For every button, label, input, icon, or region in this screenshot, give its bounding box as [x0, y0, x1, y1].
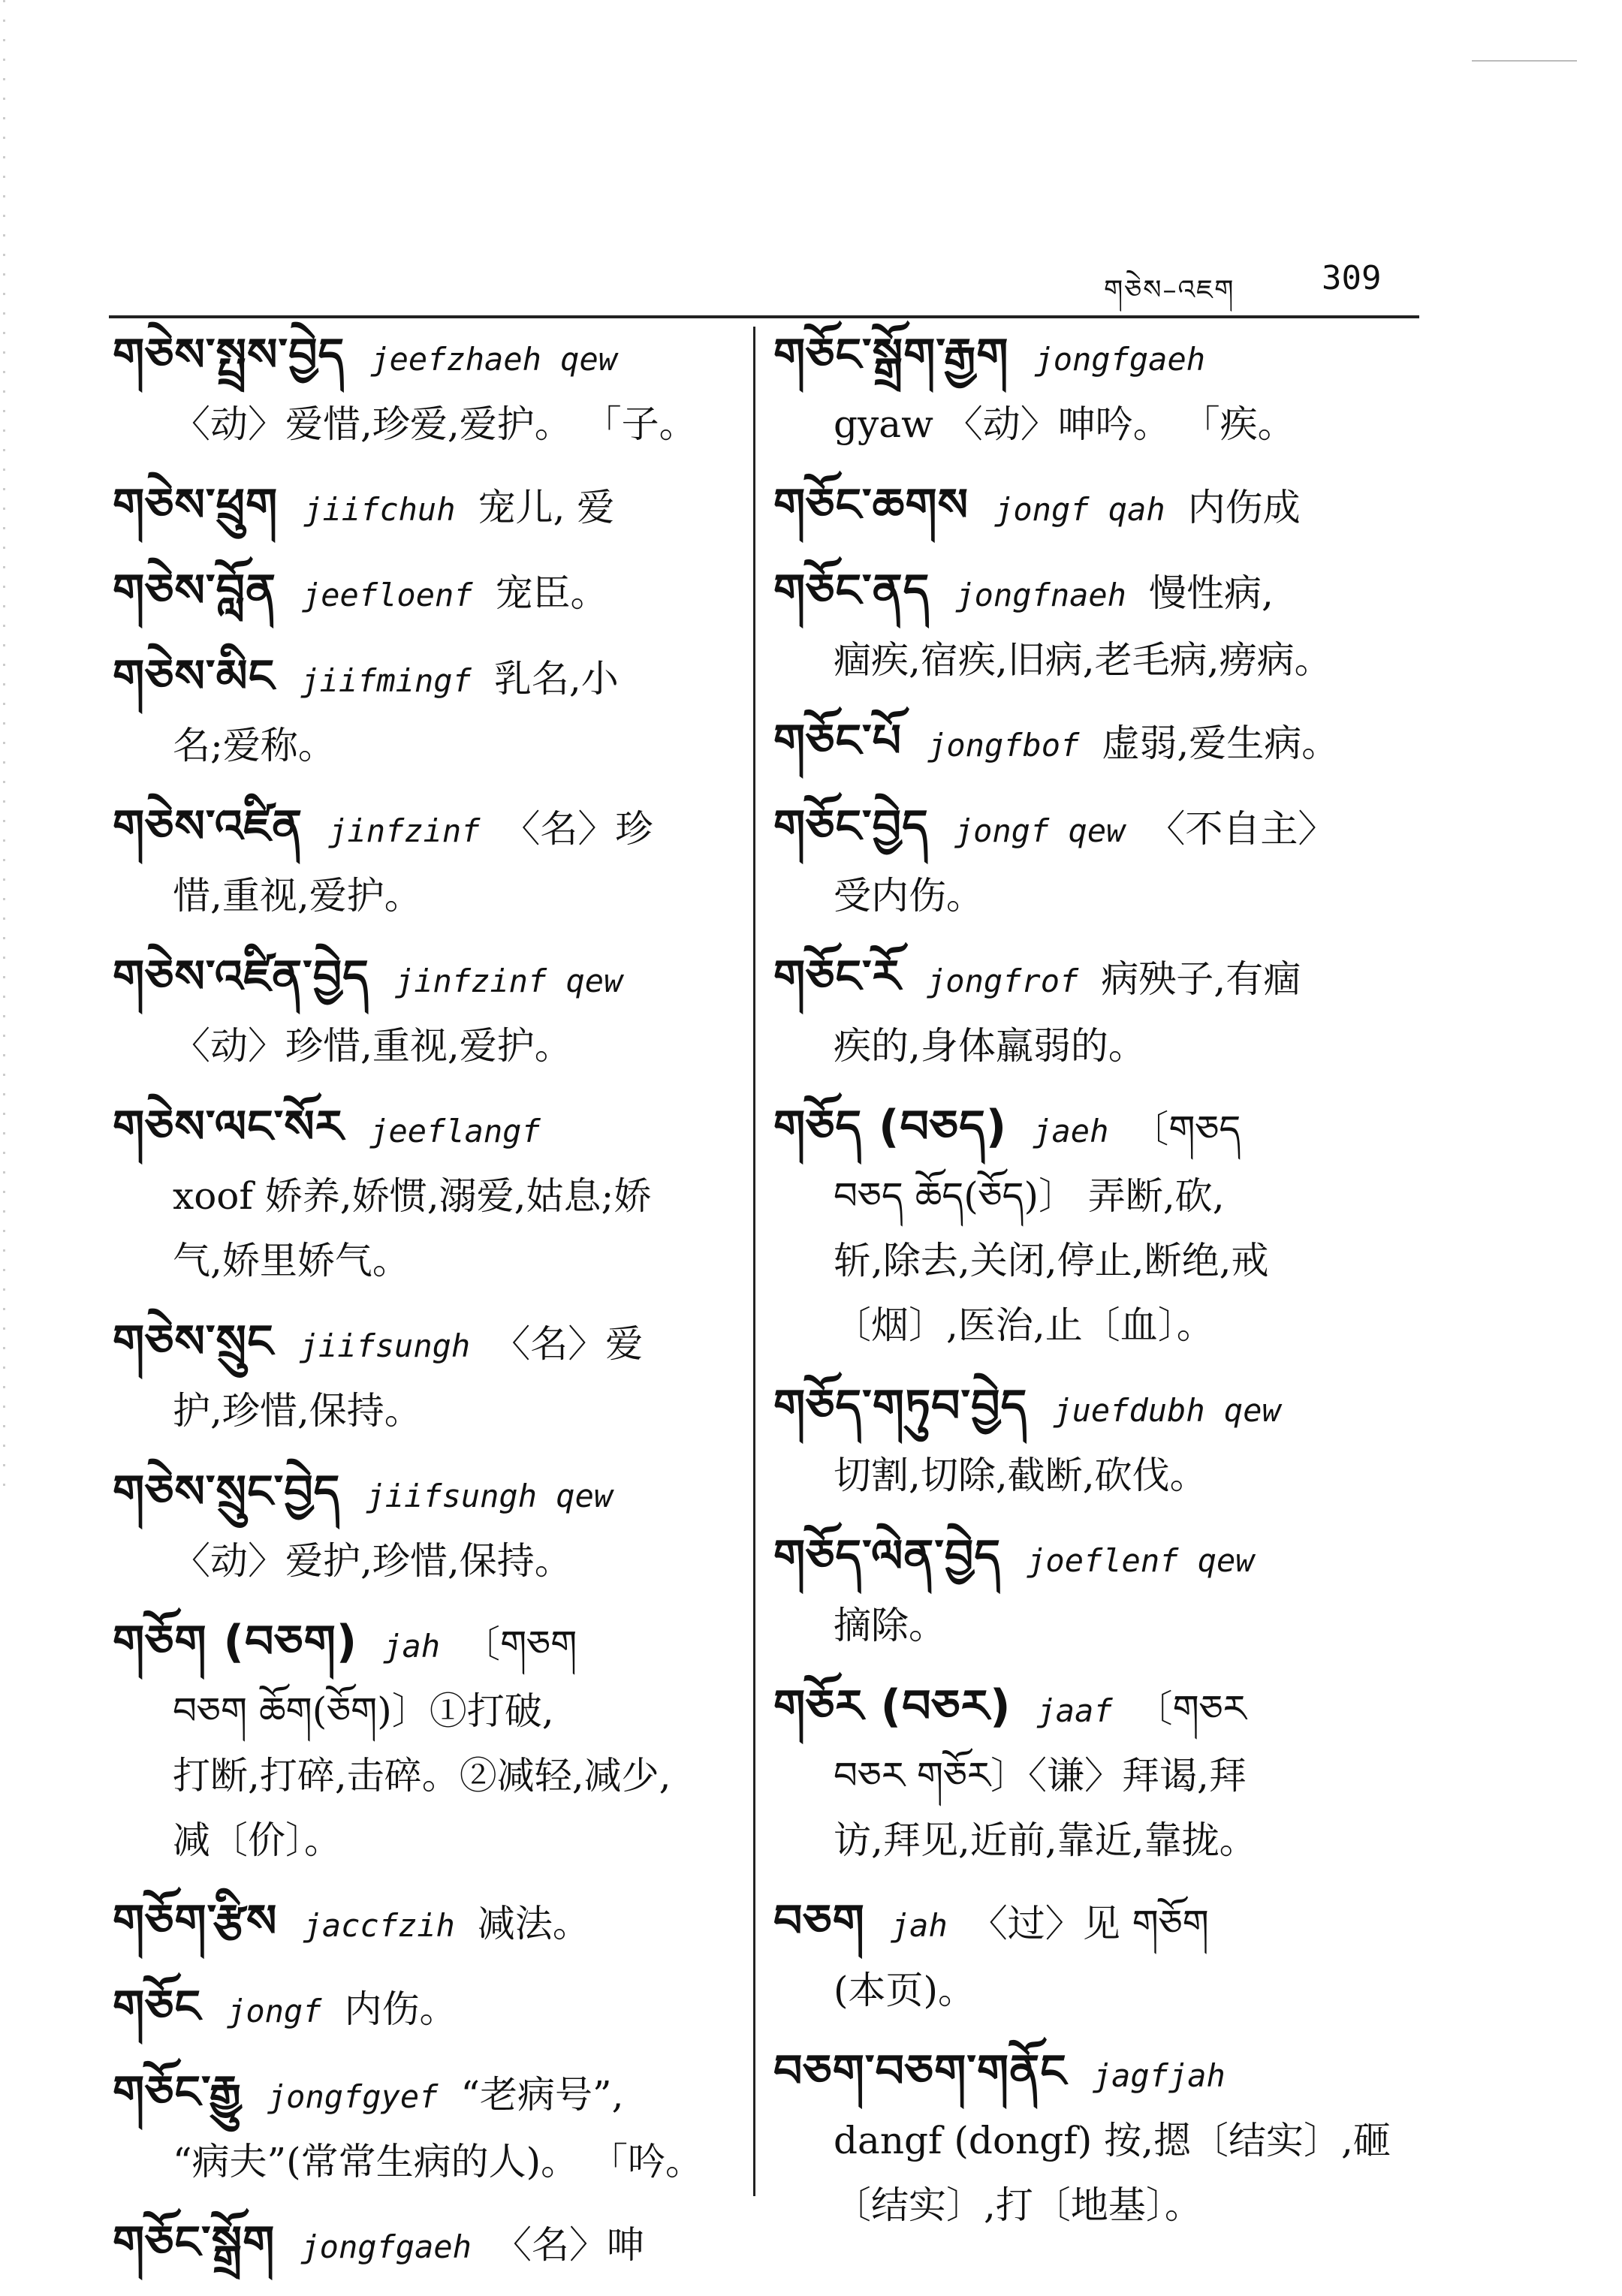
definition-continuation: 〈动〉珍惜,重视,爱护。	[173, 1024, 572, 1068]
headword: གཅོང་སྒྲོག	[113, 2216, 276, 2269]
definition-continuation: བཅག ཆོག(ཅོག)〕①打破,	[173, 1689, 554, 1733]
dictionary-entry	[113, 1610, 732, 1873]
header-rule	[109, 315, 1419, 318]
definition: 〈不自主〉	[1147, 807, 1336, 851]
definition-continuation: 减〔价〕。	[173, 1818, 342, 1862]
entry-first-line	[113, 2060, 732, 2129]
headword: གཅེས་སྲུང་བྱེད	[113, 1466, 341, 1518]
dictionary-entry	[773, 1524, 1427, 1658]
phonetic: jongf qew	[954, 812, 1126, 849]
headword: གཅོང་པོ	[773, 715, 903, 767]
entry-first-line	[773, 1674, 1427, 1743]
phonetic: jagfjah	[1092, 2057, 1226, 2094]
entry-first-line	[113, 644, 732, 713]
definition-continuation: བཅད ཆོད(ཅོད)〕 弄断,砍,	[834, 1174, 1225, 1218]
dictionary-entry	[113, 1975, 732, 2044]
entry-first-line	[773, 1095, 1427, 1164]
phonetic: jaccfzih	[303, 1907, 455, 1944]
phonetic: jiifsungh	[299, 1327, 471, 1364]
headword: གཅོར (བཅར)	[773, 1680, 1011, 1733]
dictionary-entry	[773, 2039, 1427, 2237]
definition-continuation: 〔烟〕,医治,止〔血〕。	[834, 1303, 1214, 1347]
dictionary-entry	[113, 644, 732, 778]
right-column	[773, 323, 1427, 2254]
headword: གཅོག་རྩིས	[113, 1895, 278, 1948]
phonetic: jongf qah	[994, 491, 1165, 528]
entry-first-line	[113, 323, 732, 392]
entry-first-line	[773, 473, 1427, 542]
headword: གཅོང་སྒྲོག་རྒྱག	[773, 329, 1009, 381]
headword: བཅག་བཅག་གནོང	[773, 2045, 1067, 2098]
column-divider	[753, 327, 755, 2196]
phonetic: jiifchuh	[303, 491, 456, 528]
entry-first-line	[773, 794, 1427, 863]
entry-first-line	[773, 1889, 1427, 1958]
phonetic: jeefzhaeh qew	[370, 341, 618, 378]
phonetic: juefdubh qew	[1053, 1392, 1281, 1429]
page-number: 309	[1322, 259, 1382, 297]
entry-first-line	[773, 323, 1427, 392]
definition-continuation: 疾的,身体羸弱的。	[834, 1024, 1146, 1068]
phonetic: jongf	[227, 1993, 322, 2029]
definition-continuation: 访,拜见,近前,靠近,靠拢。	[834, 1818, 1257, 1862]
headword: གཅེས་སྲུང	[113, 1315, 274, 1368]
headword: གཅེས་ཕྲུག	[113, 479, 279, 532]
phonetic: jiifmingf	[300, 662, 472, 699]
phonetic: jongfbof	[927, 727, 1080, 764]
definition: 减法。	[477, 1902, 590, 1945]
definition: 〔གཅར	[1135, 1687, 1247, 1731]
definition: 〈名〉呻	[493, 2223, 644, 2267]
definition: 宠臣。	[495, 571, 608, 615]
dictionary-entry	[773, 794, 1427, 928]
phonetic: jongfgaeh	[300, 2228, 472, 2265]
definition-continuation: “病夫”(常常生病的人)。 「吟。	[173, 2140, 704, 2183]
definition: 病殃子,有痼	[1101, 957, 1301, 1001]
definition: 内伤成	[1187, 486, 1301, 529]
dictionary-entry	[113, 1309, 732, 1443]
definition: 慢性病,	[1148, 571, 1274, 615]
entry-first-line	[773, 2039, 1427, 2108]
headword: གཅོང	[113, 1981, 202, 2033]
phonetic: jah	[383, 1628, 441, 1665]
dictionary-entry	[773, 473, 1427, 542]
definition-continuation: 受内伤。	[834, 874, 984, 917]
phonetic: jah	[890, 1907, 948, 1944]
phonetic: joeflenf qew	[1027, 1542, 1255, 1579]
running-head: གཅེས–འཇག	[1104, 275, 1235, 306]
entry-first-line	[113, 1309, 732, 1379]
headword: གཅོད་གཏུབ་བྱེད	[773, 1380, 1028, 1433]
entry-first-line	[773, 1374, 1427, 1443]
definition-continuation: 斩,除去,关闭,停止,断绝,戒	[834, 1239, 1269, 1282]
entry-first-line	[113, 1975, 732, 2044]
dictionary-entry	[113, 473, 732, 542]
dictionary-entry	[113, 1889, 732, 1958]
dictionary-entry	[773, 709, 1427, 778]
dictionary-entry	[773, 1889, 1427, 2023]
entry-first-line	[113, 473, 732, 542]
definition: 〔གཅད	[1131, 1107, 1241, 1151]
definition: 〈名〉爱	[493, 1322, 644, 1366]
definition-continuation: (本页)。	[834, 1969, 976, 2012]
headword: གཅོད (བཅད)	[773, 1101, 1008, 1153]
headword: གཅོང་རྒྱུ	[113, 2066, 242, 2119]
entry-first-line	[773, 1524, 1427, 1593]
entry-first-line	[113, 1460, 732, 1529]
definition: 〔གཅག	[463, 1623, 577, 1666]
phonetic: jinfzinf	[328, 812, 481, 849]
entry-first-line	[113, 945, 732, 1014]
definition: 〈过〉见 གཅོག	[969, 1902, 1209, 1945]
headword: གཅོང་རོ	[773, 951, 901, 1003]
entry-first-line	[773, 559, 1427, 628]
dictionary-entry	[113, 2060, 732, 2194]
dictionary-entry	[113, 2210, 732, 2279]
dictionary-entry	[773, 945, 1427, 1078]
headword: གཅེས་འཛིན་བྱེད	[113, 951, 369, 1003]
definition-continuation: dangf (dongf) 按,摁〔结实〕,砸	[834, 2119, 1391, 2162]
definition-continuation: 气,娇里娇气。	[173, 1239, 410, 1282]
definition-continuation: 〈动〉爱惜,珍爱,爱护。 「子。	[173, 402, 697, 446]
phonetic: jongfnaeh	[955, 577, 1126, 613]
dictionary-entry	[113, 559, 732, 628]
headword: གཅོང་བྱེད	[773, 800, 929, 853]
entry-first-line	[113, 559, 732, 628]
headword: གཅོང་ཆགས	[773, 479, 969, 532]
phonetic: jeeflangf	[369, 1113, 541, 1150]
entry-first-line	[113, 794, 732, 863]
entry-first-line	[773, 945, 1427, 1014]
definition-continuation: 〔结实〕,打〔地基〕。	[834, 2183, 1202, 2227]
phonetic: jeefloenf	[301, 577, 473, 613]
dictionary-entry	[773, 559, 1427, 692]
definition-continuation: 摘除。	[834, 1604, 946, 1647]
phonetic: jongfgyef	[267, 2078, 439, 2115]
definition-continuation: gyaw 〈动〉呻吟。 「疾。	[834, 402, 1295, 446]
entry-first-line	[113, 2210, 732, 2279]
entry-first-line	[113, 1610, 732, 1679]
definition-continuation: xoof 娇养,娇惯,溺爱,姑息;娇	[173, 1174, 652, 1218]
definition-continuation: 惜,重视,爱护。	[173, 874, 422, 917]
definition: 〈名〉珍	[502, 807, 653, 851]
definition-continuation: 〈动〉爱护,珍惜,保持。	[173, 1539, 572, 1583]
headword: གཅེས་སྤྲས་བྱེད	[113, 329, 345, 381]
definition: 宠儿, 爱	[478, 486, 615, 529]
phonetic: jiifsungh qew	[366, 1478, 614, 1514]
definition: 虚弱,爱生病。	[1102, 722, 1340, 765]
headword: གཅེས་བློན	[113, 565, 276, 617]
dictionary-entry	[773, 1374, 1427, 1508]
phonetic: jaeh	[1033, 1113, 1109, 1150]
definition: 内伤。	[344, 1987, 457, 2031]
definition-continuation: 切割,切除,截断,砍伐。	[834, 1454, 1207, 1497]
dictionary-entry	[773, 1095, 1427, 1357]
entry-first-line	[113, 1095, 732, 1164]
dictionary-entry	[113, 1460, 732, 1593]
dictionary-entry	[773, 1674, 1427, 1873]
left-column	[113, 323, 732, 2296]
headword: གཅེས་འཛིན	[113, 800, 303, 853]
definition-continuation: བཅར གཅོར〕〈谦〉拜谒,拜	[834, 1754, 1247, 1797]
definition: 乳名,小	[493, 657, 619, 701]
definition-continuation: 名;爱称。	[173, 724, 336, 767]
headword: གཅོད་ལེན་བྱེད	[773, 1530, 1002, 1583]
entry-first-line	[113, 1889, 732, 1958]
headword: གཅེས་མིང	[113, 650, 276, 703]
scan-margin-specks	[3, 0, 5, 1502]
headword: གཅེས་ལང་སོར	[113, 1101, 345, 1153]
phonetic: jinfzinf qew	[394, 963, 623, 999]
definition: “老病号”,	[460, 2073, 624, 2117]
scan-top-rule	[1472, 60, 1577, 62]
dictionary-entry	[113, 794, 732, 928]
phonetic: jongfgaeh	[1034, 341, 1206, 378]
phonetic: jaaf	[1036, 1692, 1113, 1729]
headword: གཅོག (བཅག)	[113, 1616, 358, 1668]
entry-first-line	[773, 709, 1427, 778]
definition-continuation: 打断,打碎,击碎。②减轻,减少,	[173, 1754, 671, 1797]
headword: བཅག	[773, 1895, 865, 1948]
definition-continuation: 护,珍惜,保持。	[173, 1389, 422, 1433]
dictionary-entry	[113, 323, 732, 456]
dictionary-entry	[113, 945, 732, 1078]
definition-continuation: 痼疾,宿疾,旧病,老毛病,痨病。	[834, 638, 1332, 682]
dictionary-entry	[113, 1095, 732, 1293]
dictionary-entry	[773, 323, 1427, 456]
headword: གཅོང་ནད	[773, 565, 930, 617]
phonetic: jongfrof	[927, 963, 1079, 999]
